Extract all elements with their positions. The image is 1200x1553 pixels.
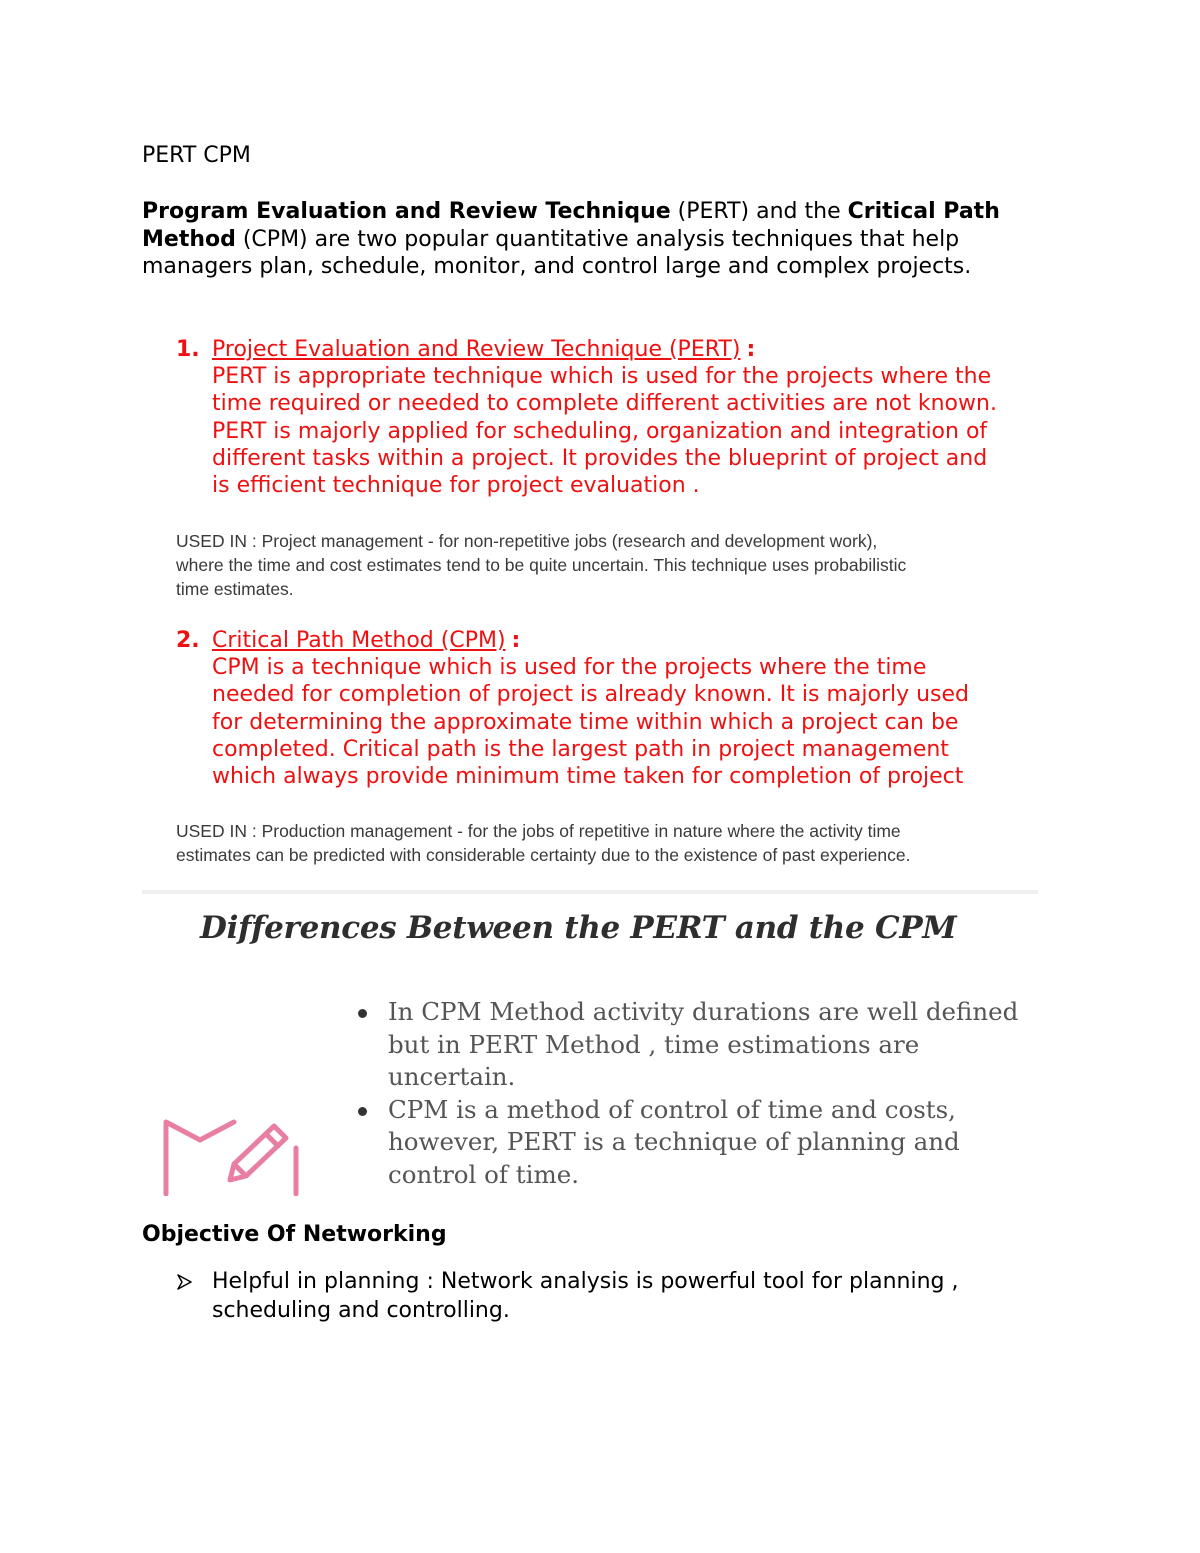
- objective-bullet-text: Helpful in planning : Network analysis is powerful tool for planning , scheduling and controlling.: [212, 1269, 959, 1323]
- differences-figure: [142, 890, 1038, 1202]
- arrow-bullet-icon: [176, 1274, 192, 1290]
- intro-term-pert: Program Evaluation and Review Technique: [142, 199, 671, 224]
- bullet-dot-icon: [358, 1009, 367, 1018]
- figure-divider: [142, 890, 1038, 894]
- pencil-sketch-icon: [162, 1114, 300, 1196]
- objective-heading: Objective Of Networking: [142, 1222, 447, 1247]
- figure-bullet: In CPM Method activity durations are well defined but in PERT Method , time estimations are uncertain.: [352, 996, 1032, 1094]
- bullet-dot-icon: [358, 1107, 367, 1116]
- figure-bullet-list: [352, 996, 1032, 1191]
- item-number: 1.: [176, 337, 200, 362]
- item-heading-link[interactable]: Project Evaluation and Review Technique (PERT): [212, 337, 741, 362]
- item-body: CPM is a technique which is used for the projects where the time needed for completion of project is already known. It is majorly used for determining the approximate time within which a project can be completed. Critical path is the largest path in project management which always provide minimum time taken for completion of project: [212, 655, 970, 790]
- intro-term-cpm: Critical Path Method: [142, 199, 1000, 252]
- intro-text-2: (CPM) are two popular quantitative analysis techniques that help managers plan, schedule, monitor, and control large and complex projects.: [142, 226, 972, 279]
- intro-paragraph: [142, 198, 1042, 281]
- item-number: 2.: [176, 628, 200, 653]
- intro-text-1: (PERT) and the: [670, 199, 848, 224]
- figure-bullet: CPM is a method of control of time and costs, however, PERT is a technique of planning and control of time.: [352, 1094, 1032, 1192]
- used-in-cpm: USED IN : Production management - for the jobs of repetitive in nature where the activity time estimates can be predicted with considerable certainty due to the existence of past experience.: [176, 821, 911, 865]
- item-heading: Project Evaluation and Review Technique (PERT) :: [212, 337, 756, 362]
- used-in-pert: USED IN : Project management - for non-repetitive jobs (research and development work), where the time and cost estimates tend to be quite uncertain. This technique uses probabilistic time estimates.: [176, 531, 907, 599]
- figure-title: Differences Between the PERT and the CPM: [200, 910, 957, 946]
- item-heading: Critical Path Method (CPM) :: [212, 628, 521, 653]
- item-heading-link[interactable]: Critical Path Method (CPM): [212, 628, 506, 653]
- document-title: PERT CPM: [142, 143, 251, 168]
- item-body: PERT is appropriate technique which is used for the projects where the time required or needed to complete different activities are not known. PERT is majorly applied for scheduling, organization and integration of different tasks within a project. It provides the blueprint of project and is efficient technique for project evaluation .: [212, 364, 997, 499]
